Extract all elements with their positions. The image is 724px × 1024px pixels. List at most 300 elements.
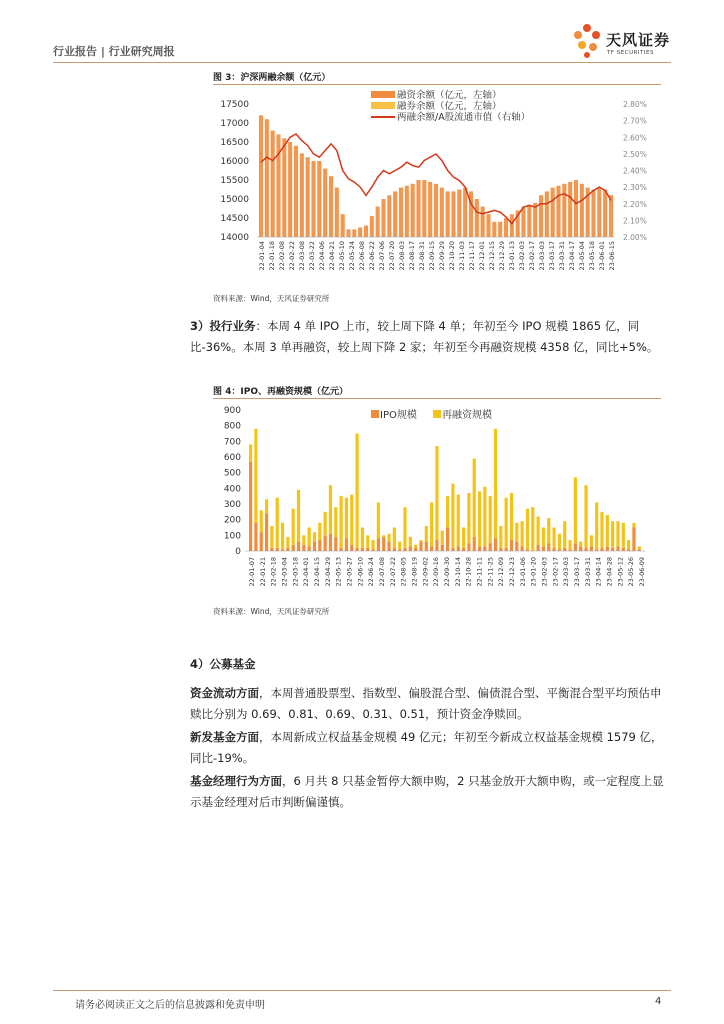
refinancing-bar <box>425 526 428 542</box>
financing-bar <box>271 131 275 237</box>
y-tick-label: 400 <box>223 484 241 495</box>
x-tick-label: 22-03-18 <box>291 557 300 587</box>
refinancing-bar <box>329 485 332 534</box>
x-tick-label: 22-01-07 <box>248 557 256 587</box>
legend-label: 再融资规模 <box>442 410 492 421</box>
refinancing-bar <box>510 493 513 540</box>
refinancing-bar <box>345 498 348 539</box>
y-left-tick-label: 14000 <box>220 233 249 243</box>
ipo-bar <box>473 537 476 551</box>
refinancing-bar <box>350 495 353 545</box>
x-tick-label: 23-03-03 <box>538 241 546 271</box>
fund-manager-paragraph <box>190 771 672 813</box>
refinancing-bar <box>260 510 263 532</box>
financing-bar <box>376 207 380 237</box>
ipo-bar <box>499 548 502 551</box>
new-fund-lead: 新发基金方面 <box>190 730 259 744</box>
financing-bar <box>609 195 613 237</box>
ipo-bar <box>632 528 635 552</box>
ipo-bar <box>270 548 273 551</box>
y-left-tick-label: 16000 <box>220 157 249 167</box>
financing-bar <box>551 188 555 237</box>
ipo-bar <box>542 546 545 551</box>
x-tick-label: 22-10-28 <box>464 557 473 587</box>
refinancing-bar <box>611 521 614 548</box>
x-tick-label: 22-08-03 <box>398 241 406 271</box>
refinancing-bar <box>552 528 555 548</box>
ipo-bar <box>552 548 555 551</box>
ipo-bar <box>600 548 603 551</box>
financing-bar <box>603 190 607 238</box>
y-right-tick-label: 2.70% <box>623 116 647 126</box>
legend-label: IPO规模 <box>380 410 417 421</box>
ipo-bar <box>393 548 396 551</box>
refinancing-bar <box>398 542 401 550</box>
brand-mark-icon <box>570 23 604 59</box>
x-tick-label: 22-09-02 <box>421 557 430 587</box>
ipo-bar <box>537 545 540 551</box>
x-tick-label: 23-03-17 <box>573 557 581 587</box>
refinancing-bar <box>302 535 305 544</box>
financing-bar <box>364 226 368 237</box>
x-tick-label: 23-06-01 <box>598 241 606 271</box>
ipo-bar <box>489 543 492 551</box>
financing-bar <box>306 157 310 237</box>
ipo-bar <box>324 535 327 551</box>
financing-bar <box>451 191 455 237</box>
financing-bar <box>341 214 345 237</box>
refinancing-bar <box>558 534 561 550</box>
report-type-label: 行业报告 | 行业研究周报 <box>53 45 175 58</box>
ipo-bar <box>616 546 619 551</box>
margin-balance-chart <box>205 86 665 291</box>
section-heading-public-funds: 4）公募基金 <box>190 657 256 671</box>
refinancing-bar <box>249 444 252 461</box>
refinancing-bar <box>324 512 327 536</box>
y-tick-label: 100 <box>223 531 241 542</box>
financing-bar <box>323 169 327 237</box>
ipo-bar <box>547 543 550 551</box>
financing-bar <box>545 191 549 237</box>
financing-bar <box>352 229 356 237</box>
refinancing-bar <box>505 498 508 548</box>
y-left-tick-label: 17500 <box>220 100 249 110</box>
ipo-bar <box>579 546 582 551</box>
refinancing-bar <box>265 499 268 513</box>
x-tick-label: 23-03-03 <box>562 557 571 587</box>
ipo-bar <box>590 546 593 551</box>
x-tick-label: 22-03-04 <box>280 557 289 587</box>
refinancing-bar <box>313 532 316 541</box>
fund-flow-text: ，本周普通股票型、指数型、偏股混合型、偏债混合型、平衡混合型平均预估申赎比分别为 0.69、0.81、0.69、0.31、0.51，预计资金净赎回。 <box>190 686 662 721</box>
refinancing-bar <box>526 509 529 550</box>
financing-bar <box>492 222 496 237</box>
y-tick-label: 800 <box>223 421 241 432</box>
x-tick-label: 22-12-01 <box>478 241 486 271</box>
ipo-bar <box>563 548 566 551</box>
x-tick-label: 23-02-03 <box>540 557 549 587</box>
refinancing-bar <box>515 523 518 542</box>
ipo-bar <box>515 542 518 551</box>
ipo-bar <box>435 540 438 551</box>
ipo-bar <box>494 538 497 551</box>
figure3-title: 图 3：沪深两融余额（亿元） <box>213 73 331 83</box>
x-tick-label: 22-06-24 <box>367 557 376 587</box>
ipo-bar <box>302 545 305 551</box>
ipo-bar <box>345 538 348 551</box>
x-tick-label: 22-09-29 <box>438 241 446 271</box>
refinancing-bar <box>584 485 587 548</box>
financing-bar <box>597 188 601 237</box>
financing-bar <box>411 184 415 237</box>
ipo-bar <box>574 543 577 551</box>
financing-bar <box>562 184 566 237</box>
ipo-bar <box>414 548 417 551</box>
refinancing-bar <box>292 509 295 545</box>
ipo-bar <box>276 548 279 551</box>
financing-bar <box>486 214 490 237</box>
x-tick-label: 23-03-31 <box>583 557 592 587</box>
financing-bar <box>527 205 531 237</box>
x-tick-label: 22-07-06 <box>378 241 386 271</box>
financing-bar <box>498 222 502 237</box>
financing-bar <box>556 186 560 237</box>
refinancing-bar <box>340 496 343 548</box>
financing-bar <box>370 216 374 237</box>
refinancing-bar <box>638 546 641 549</box>
x-tick-label: 22-02-08 <box>278 241 286 271</box>
refinancing-bar <box>489 496 492 543</box>
x-tick-label: 23-05-26 <box>627 557 636 587</box>
refinancing-bar <box>382 535 385 537</box>
x-tick-label: 22-01-18 <box>268 241 276 271</box>
financing-bar <box>276 134 280 237</box>
legend-swatch <box>371 410 379 418</box>
ipo-bar <box>446 528 449 552</box>
refinancing-bar <box>286 537 289 548</box>
x-tick-label: 22-12-23 <box>508 557 516 587</box>
disclaimer-note: 请务必阅读正文之后的信息披露和免责申明 <box>75 1000 265 1011</box>
x-tick-label: 22-08-05 <box>399 557 408 587</box>
financing-bar <box>393 191 397 237</box>
ipo-bar <box>340 548 343 551</box>
brand-name-cn: 天风证券 <box>606 31 671 49</box>
investment-banking-text: ：本周 4 单 IPO 上市，较上周下降 4 单；年初至今 IPO 规模 1865 亿，同比-36%。本周 3 单再融资，较上周下降 2 家；年初至今再融资规模 4358 亿，同比+5%。 <box>190 319 659 354</box>
refinancing-bar <box>308 528 311 547</box>
x-tick-label: 22-04-06 <box>318 241 326 271</box>
x-tick-label: 22-02-18 <box>269 557 278 587</box>
ipo-bar <box>521 546 524 551</box>
ipo-bar <box>350 545 353 551</box>
financing-bar <box>335 188 339 237</box>
refinancing-bar <box>563 521 566 548</box>
x-tick-label: 22-12-15 <box>488 241 496 271</box>
x-tick-label: 22-12-09 <box>497 557 506 587</box>
y-left-tick-label: 14500 <box>220 214 249 224</box>
x-tick-label: 23-03-17 <box>548 241 556 271</box>
refinancing-bar <box>387 534 390 542</box>
refinancing-bar <box>334 507 337 537</box>
refinancing-bar <box>483 487 486 547</box>
ipo-bar <box>606 546 609 551</box>
x-tick-label: 23-04-28 <box>605 557 614 587</box>
financing-bar <box>399 188 403 237</box>
ipo-bar <box>260 532 263 551</box>
refinancing-bar <box>606 515 609 546</box>
refinancing-bar <box>403 507 406 548</box>
financing-bar <box>457 190 461 238</box>
brand-logo <box>570 23 680 63</box>
fund-flow-lead: 资金流动方面 <box>190 686 259 700</box>
refinancing-bar <box>446 496 449 527</box>
financing-bar <box>387 195 391 237</box>
y-tick-label: 600 <box>223 453 241 463</box>
ipo-bar <box>382 537 385 551</box>
y-right-tick-label: 2.50% <box>623 149 647 159</box>
refinancing-bar <box>547 518 550 543</box>
fund-manager-text: ，6 月共 8 只基金暂停大额申购，2 只基金放开大额申购，或一定程度上显示基金经理对后市判断偏谨慎。 <box>190 774 664 809</box>
x-tick-label: 23-04-17 <box>568 241 576 271</box>
x-tick-label: 22-11-17 <box>468 241 476 271</box>
x-tick-label: 22-05-13 <box>334 557 343 587</box>
financing-bar <box>568 182 572 237</box>
x-tick-label: 23-01-13 <box>508 241 516 271</box>
refinancing-bar <box>297 490 300 542</box>
ipo-bar <box>377 538 380 551</box>
financing-bar <box>574 180 578 237</box>
header-rule <box>53 62 671 63</box>
ipo-bar <box>313 542 316 551</box>
footer-rule <box>53 990 671 991</box>
refinancing-bar <box>531 507 534 551</box>
legend-swatch <box>433 410 441 418</box>
refinancing-bar <box>430 502 433 546</box>
x-tick-label: 23-05-12 <box>616 557 625 587</box>
ipo-bar <box>297 542 300 551</box>
refinancing-bar <box>441 531 444 545</box>
y-left-tick-label: 17000 <box>220 119 249 129</box>
ipo-bar <box>483 546 486 551</box>
legend-label: 融资余额（亿元，左轴） <box>397 90 502 101</box>
refinancing-bar <box>409 537 412 546</box>
x-tick-label: 22-04-21 <box>328 241 336 271</box>
financing-bar <box>521 207 525 237</box>
x-tick-label: 22-05-24 <box>348 241 356 271</box>
refinancing-bar <box>473 459 476 537</box>
refinancing-bar <box>462 528 465 548</box>
legend-swatch <box>371 91 395 98</box>
y-right-tick-label: 2.40% <box>623 166 647 176</box>
financing-bar <box>265 119 269 237</box>
x-tick-label: 22-04-29 <box>323 557 332 587</box>
refinancing-bar <box>451 484 454 548</box>
x-tick-label: 23-05-04 <box>578 241 586 271</box>
figure4-rule <box>213 398 661 399</box>
refinancing-bar <box>478 491 481 546</box>
refinancing-bar <box>270 526 273 548</box>
y-tick-label: 0 <box>235 547 241 557</box>
refinancing-bar <box>632 523 635 528</box>
legend-label: 两融余额/A股流通市值（右轴） <box>397 112 531 123</box>
refinancing-bar <box>494 429 497 539</box>
refinancing-bar <box>355 434 358 548</box>
ipo-bar <box>451 548 454 551</box>
x-tick-label: 22-10-14 <box>453 557 462 587</box>
refinancing-bar <box>414 545 417 548</box>
x-tick-label: 22-06-10 <box>356 557 365 587</box>
refinancing-bar <box>361 528 364 548</box>
fund-flow-paragraph <box>190 683 672 725</box>
ipo-bar <box>611 548 614 551</box>
refinancing-bar <box>276 498 279 548</box>
figure4-source: 资料来源：Wind，天风证券研究所 <box>213 607 330 616</box>
y-left-tick-label: 16500 <box>220 138 249 148</box>
x-tick-label: 22-08-31 <box>418 241 426 271</box>
ipo-bar <box>249 462 252 551</box>
x-tick-label: 23-02-17 <box>528 241 536 271</box>
refinancing-bar <box>419 540 422 542</box>
y-right-tick-label: 2.30% <box>623 183 647 193</box>
refinancing-bar <box>457 495 460 547</box>
ipo-bar <box>355 548 358 551</box>
financing-bar <box>259 115 263 237</box>
financing-bar <box>440 188 444 237</box>
legend-label: 融券余额（亿元，左轴） <box>397 101 502 112</box>
financing-bar <box>381 199 385 237</box>
financing-bar <box>422 180 426 237</box>
refinancing-bar <box>579 542 582 547</box>
y-tick-label: 300 <box>223 500 241 510</box>
investment-banking-lead: 3）投行业务 <box>190 319 256 333</box>
fund-manager-lead: 基金经理行为方面 <box>190 774 282 788</box>
refinancing-bar <box>537 517 540 545</box>
x-tick-label: 22-03-22 <box>308 241 316 271</box>
refinancing-bar <box>568 540 571 549</box>
x-tick-label: 22-04-01 <box>302 557 311 587</box>
refinancing-bar <box>627 540 630 549</box>
financing-bar <box>329 176 333 237</box>
x-tick-label: 23-01-20 <box>529 557 538 587</box>
figure4-title: 图 4：IPO、再融资规模（亿元） <box>213 387 348 397</box>
x-tick-label: 22-11-11 <box>475 557 484 587</box>
financing-bar <box>294 146 298 237</box>
financing-bar <box>463 188 467 237</box>
y-right-tick-label: 2.80% <box>623 100 647 109</box>
x-tick-label: 22-04-15 <box>313 557 321 587</box>
refinancing-bar <box>366 535 369 548</box>
x-tick-label: 22-08-17 <box>408 241 416 271</box>
financing-bar <box>288 142 292 237</box>
x-tick-label: 22-12-29 <box>498 241 506 271</box>
financing-bar <box>434 184 438 237</box>
refinancing-bar <box>521 521 524 546</box>
x-tick-label: 23-06-15 <box>608 241 616 271</box>
x-tick-label: 22-06-22 <box>368 241 376 271</box>
x-tick-label: 22-11-25 <box>486 557 495 587</box>
ipo-bar <box>510 540 513 551</box>
ipo-refinancing-chart <box>205 400 665 603</box>
refinancing-bar <box>542 528 545 547</box>
financing-bar <box>539 195 543 237</box>
x-tick-label: 22-02-22 <box>288 241 296 271</box>
ipo-bar <box>505 548 508 551</box>
ipo-bar <box>419 542 422 551</box>
financing-bar <box>481 207 485 237</box>
x-tick-label: 23-02-17 <box>551 557 560 587</box>
x-tick-label: 22-09-16 <box>432 557 441 587</box>
ipo-bar <box>584 548 587 551</box>
x-tick-label: 22-07-08 <box>378 557 386 587</box>
ipo-bar <box>308 546 311 551</box>
refinancing-bar <box>622 523 625 548</box>
x-tick-label: 22-10-20 <box>448 241 456 271</box>
x-tick-label: 22-01-04 <box>258 241 266 271</box>
x-tick-label: 22-11-03 <box>458 241 466 271</box>
ipo-bar <box>430 546 433 551</box>
refinancing-bar <box>574 477 577 543</box>
y-tick-label: 200 <box>223 515 241 526</box>
refinancing-bar <box>467 493 470 543</box>
financing-bar <box>416 180 420 237</box>
legend-swatch <box>371 102 395 109</box>
refinancing-bar <box>600 512 603 548</box>
financing-bar <box>591 190 595 238</box>
refinancing-bar <box>377 502 380 538</box>
x-tick-label: 23-06-09 <box>638 557 646 587</box>
y-left-tick-label: 15000 <box>220 195 249 205</box>
refinancing-bar <box>435 446 438 540</box>
new-fund-paragraph <box>190 727 672 769</box>
ipo-bar <box>425 542 428 551</box>
financing-bar <box>405 186 409 237</box>
brand-name-en: TF SECURITIES <box>607 50 654 56</box>
ipo-bar <box>457 546 460 551</box>
refinancing-bar <box>318 523 321 540</box>
refinancing-bar <box>281 523 284 550</box>
figure3-rule <box>213 84 661 85</box>
x-tick-label: 22-06-08 <box>358 241 366 271</box>
x-tick-label: 22-03-08 <box>298 241 306 271</box>
financing-bar <box>533 203 537 237</box>
x-tick-label: 22-07-22 <box>388 557 397 587</box>
x-tick-label: 22-01-21 <box>258 557 267 587</box>
ipo-bar <box>409 546 412 551</box>
x-tick-label: 23-05-18 <box>588 241 596 271</box>
page-number: 4 <box>655 996 662 1007</box>
y-left-tick-label: 15500 <box>220 176 249 186</box>
refinancing-bar <box>254 429 257 523</box>
y-right-tick-label: 2.20% <box>623 199 647 209</box>
ipo-bar <box>334 537 337 551</box>
x-tick-label: 23-01-06 <box>518 557 527 587</box>
ipo-bar <box>286 548 289 551</box>
investment-banking-paragraph <box>190 316 672 358</box>
ipo-bar <box>462 548 465 551</box>
x-tick-label: 22-09-30 <box>443 557 451 587</box>
y-right-tick-label: 2.00% <box>623 233 647 242</box>
financing-bar <box>311 161 315 237</box>
ipo-bar <box>403 548 406 551</box>
financing-bar <box>475 199 479 237</box>
x-tick-label: 22-05-10 <box>338 241 346 271</box>
ipo-bar <box>318 540 321 551</box>
refinancing-bar <box>393 528 396 548</box>
ipo-bar <box>329 534 332 551</box>
ipo-bar <box>622 548 625 551</box>
financing-bar <box>428 182 432 237</box>
x-tick-label: 22-07-20 <box>388 241 396 271</box>
financing-bar <box>446 191 450 237</box>
